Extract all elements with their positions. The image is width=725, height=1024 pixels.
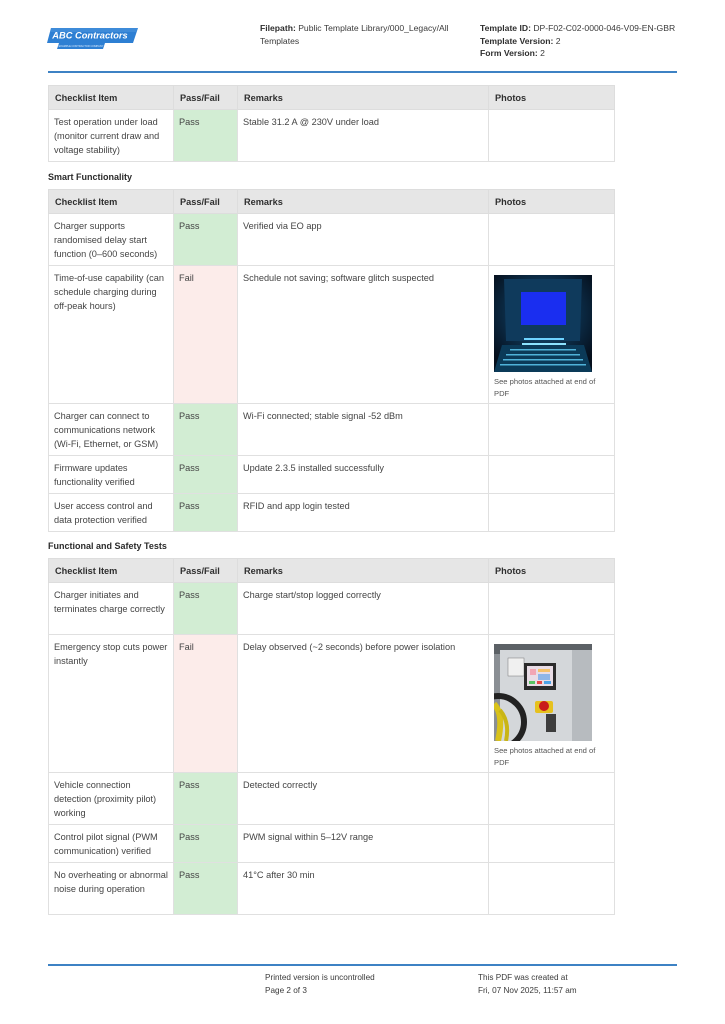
result-fail: Fail (174, 635, 238, 773)
photos-cell (489, 825, 615, 863)
table-row (49, 635, 615, 773)
remarks: Stable 31.2 A @ 230V under load (238, 110, 489, 162)
result-pass: Pass (174, 456, 238, 494)
svg-text:EXAMPLE CONTRACTOR COMPANY: EXAMPLE CONTRACTOR COMPANY (58, 44, 104, 48)
photo-control-panel-emergency-stop[interactable] (494, 644, 592, 741)
col-header-result: Pass/Fail (174, 559, 238, 583)
section-title-smart-functionality: Smart Functionality (48, 172, 133, 182)
remarks: Delay observed (~2 seconds) before power isolation (238, 635, 489, 773)
photos-cell (489, 404, 615, 456)
photos-cell (489, 863, 615, 915)
remarks: Detected correctly (238, 773, 489, 825)
result-pass: Pass (174, 404, 238, 456)
checklist-item: Charger supports randomised delay start function (0–600 seconds) (49, 214, 174, 266)
col-header-item: Checklist Item (49, 86, 174, 110)
template-version-label: Template Version: (480, 35, 554, 46)
result-pass: Pass (174, 214, 238, 266)
checklist-item: Control pilot signal (PWM communication) verified (49, 825, 174, 863)
col-header-result: Pass/Fail (174, 190, 238, 214)
photo-caption: See photos attached at end of PDF (494, 377, 596, 398)
svg-text:ABC Contractors: ABC Contractors (52, 30, 128, 41)
photos-cell (489, 583, 615, 635)
uncontrolled-notice: Printed version is uncontrolled (265, 973, 375, 982)
photos-cell (489, 456, 615, 494)
template-version (480, 35, 700, 48)
checklist-item: Charger can connect to communications network (Wi-Fi, Ethernet, or GSM) (49, 404, 174, 456)
result-pass: Pass (174, 583, 238, 635)
checklist-item: Emergency stop cuts power instantly (49, 635, 174, 773)
col-header-photos: Photos (489, 190, 615, 214)
table-row (49, 863, 615, 915)
template-info-block (480, 22, 700, 60)
photo-laptop-blue-screen[interactable] (494, 275, 592, 372)
photos-cell (489, 214, 615, 266)
table-row (49, 494, 615, 532)
table-row (49, 110, 615, 162)
logo-badge-icon (47, 26, 139, 51)
photos-cell (489, 266, 615, 404)
result-pass: Pass (174, 494, 238, 532)
created-timestamp: Fri, 07 Nov 2025, 11:57 am (478, 985, 577, 995)
remarks: Charge start/stop logged correctly (238, 583, 489, 635)
table-row (49, 583, 615, 635)
filepath-label: Filepath: (260, 23, 296, 33)
remarks: RFID and app login tested (238, 494, 489, 532)
form-version (480, 47, 700, 60)
checklist-item: Charger initiates and terminates charge correctly (49, 583, 174, 635)
remarks: Verified via EO app (238, 214, 489, 266)
col-header-remarks: Remarks (238, 559, 489, 583)
created-label: This PDF was created at (478, 973, 568, 982)
company-logo (47, 26, 139, 51)
table-header-row (49, 86, 615, 110)
footer-divider (48, 964, 677, 966)
col-header-item: Checklist Item (49, 190, 174, 214)
col-header-item: Checklist Item (49, 559, 174, 583)
col-header-result: Pass/Fail (174, 86, 238, 110)
photos-cell (489, 635, 615, 773)
template-id (480, 22, 700, 35)
header-divider (48, 71, 677, 73)
photos-cell (489, 494, 615, 532)
col-header-remarks: Remarks (238, 190, 489, 214)
form-version-value: 2 (540, 48, 545, 58)
remarks: Schedule not saving; software glitch suspected (238, 266, 489, 404)
photo-caption: See photos attached at end of PDF (494, 746, 596, 767)
table-row (49, 825, 615, 863)
table-header-row (49, 190, 615, 214)
filepath-block (260, 22, 460, 47)
table-header-row (49, 559, 615, 583)
col-header-photos: Photos (489, 86, 615, 110)
table-row (49, 456, 615, 494)
remarks: Update 2.3.5 installed successfully (238, 456, 489, 494)
remarks: PWM signal within 5–12V range (238, 825, 489, 863)
checklist-item: Firmware updates functionality verified (49, 456, 174, 494)
result-pass: Pass (174, 863, 238, 915)
footer-created-info (478, 972, 577, 997)
table-row (49, 773, 615, 825)
table-row (49, 266, 615, 404)
photos-cell (489, 773, 615, 825)
result-pass: Pass (174, 110, 238, 162)
template-version-value: 2 (555, 35, 561, 46)
col-header-remarks: Remarks (238, 86, 489, 110)
result-pass: Pass (174, 825, 238, 863)
filepath-value: Public Template Library/000_Legacy/All Templates (260, 23, 449, 46)
table-row (49, 404, 615, 456)
template-id-label: Template ID: (480, 23, 531, 33)
section-title-functional-safety: Functional and Safety Tests (48, 541, 167, 551)
checklist-table-functional-safety (48, 558, 615, 915)
checklist-item: No overheating or abnormal noise during operation (49, 863, 174, 915)
table-row (49, 214, 615, 266)
form-version-label: Form Version: (480, 48, 538, 58)
footer-print-info (265, 972, 375, 997)
photos-cell (489, 110, 615, 162)
remarks: 41°C after 30 min (238, 863, 489, 915)
template-id-value: DP-F02-C02-0000-046-V09-EN-GBR (533, 23, 676, 33)
remarks: Wi-Fi connected; stable signal -52 dBm (238, 404, 489, 456)
page-number: Page 2 of 3 (265, 985, 307, 995)
col-header-photos: Photos (489, 559, 615, 583)
checklist-item: Time-of-use capability (can schedule charging during off-peak hours) (49, 266, 174, 404)
checklist-item: Vehicle connection detection (proximity pilot) working (49, 773, 174, 825)
result-pass: Pass (174, 773, 238, 825)
checklist-item: Test operation under load (monitor current draw and voltage stability) (49, 110, 174, 162)
checklist-item: User access control and data protection verified (49, 494, 174, 532)
checklist-table-smart-functionality (48, 189, 615, 532)
checklist-table-continued (48, 85, 615, 162)
result-fail: Fail (174, 266, 238, 404)
